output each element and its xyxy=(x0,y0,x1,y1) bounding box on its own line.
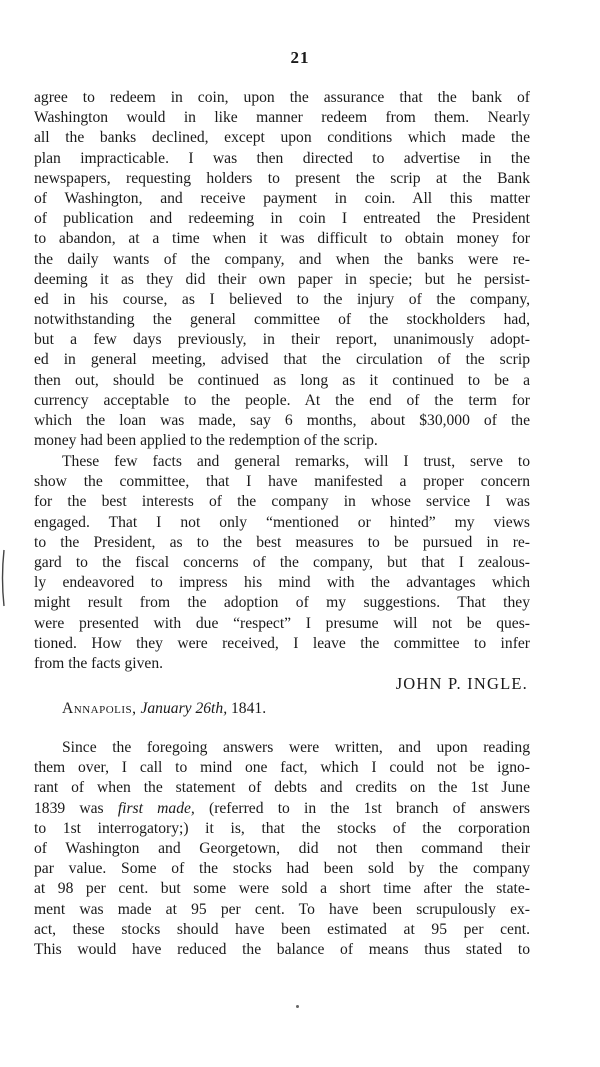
paragraph-line: might result from the adoption of my suggestions. That they xyxy=(34,594,530,612)
dateline xyxy=(62,700,266,718)
paragraph-line-with-emphasis xyxy=(34,799,530,819)
paragraph-line: agree to redeem in coin, upon the assurance that the bank of xyxy=(34,89,530,106)
paragraph-line: deeming it as they did their own paper in specie; but he persist- xyxy=(34,270,530,288)
paragraph-line: newspapers, requesting holders to present the scrip at the Bank xyxy=(34,169,530,187)
dateline-date: January 26th, xyxy=(140,700,228,717)
paragraph-line: ed in his course, as I believed to the injury of the company, xyxy=(34,290,530,308)
paragraph-line: the daily wants of the company, and when the banks were re- xyxy=(34,250,530,268)
page-number: 21 xyxy=(290,48,310,67)
paragraph-line: currency acceptable to the people. At the end of the term for xyxy=(34,391,530,409)
signature: JOHN P. INGLE. xyxy=(395,674,528,693)
paragraph-line: ment was made at 95 per cent. To have been scrupulously ex- xyxy=(34,900,530,918)
paragraph-line: tioned. How they were received, I leave the committee to infer xyxy=(34,634,530,652)
margin-bracket-mark xyxy=(0,548,6,608)
paragraph-line: ly endeavored to impress his mind with the advantages which xyxy=(34,574,530,592)
paragraph-line: par value. Some of the stocks had been sold by the company xyxy=(34,860,530,878)
paragraph-line: but a few days previously, in their report, unanimously adopt- xyxy=(34,331,530,349)
paragraph-line: all the banks declined, except upon conditions which made the xyxy=(34,129,530,147)
paragraph-2 xyxy=(34,452,530,674)
paragraph-line: act, these stocks should have been estimated at 95 per cent. xyxy=(34,920,530,938)
paragraph-line: of publication and redeeming in coin I entreated the President xyxy=(34,210,530,228)
paragraph-line: These few facts and general remarks, will I trust, serve to xyxy=(62,453,530,470)
paragraph-line: to abandon, at a time when it was difficult to obtain money for xyxy=(34,230,530,248)
paragraph-line: engaged. That I not only “mentioned or hinted” my views xyxy=(34,513,530,531)
paper-speck xyxy=(296,1005,299,1008)
line-part: (referred to in the 1st branch of answers xyxy=(209,799,530,817)
dateline-place: Annapolis, xyxy=(62,700,137,717)
paragraph-line: gard to the fiscal concerns of the company, but that I zealous- xyxy=(34,553,530,571)
paragraph-line: to the President, as to the best measures to be pursued in re- xyxy=(34,533,530,551)
paragraph-line: Since the foregoing answers were written, and upon reading xyxy=(62,739,530,756)
paragraph-line: them over, I call to mind one fact, which I could not be igno- xyxy=(34,759,530,777)
paragraph-line: This would have reduced the balance of means thus stated to xyxy=(34,940,530,958)
paragraph-line: Washington would in like manner redeem from them. Nearly xyxy=(34,109,530,127)
line-part: 1839 was xyxy=(34,799,104,817)
paragraph-line: ed in general meeting, advised that the circulation of the scrip xyxy=(34,351,530,369)
paragraph-line: then out, should be continued as long as it continued to be a xyxy=(34,371,530,389)
paragraph-line: plan impracticable. I was then directed to advertise in the xyxy=(34,149,530,167)
postscript-paragraph xyxy=(34,738,530,960)
paragraph-line: which the loan was made, say 6 months, about $30,000 of the xyxy=(34,412,530,429)
paragraph-line: money had been applied to the redemption of the scrip. xyxy=(34,432,378,450)
paragraph-line: of Washington, and receive payment in coin. All this matter xyxy=(34,189,530,207)
paragraph-line: show the committee, that I have manifested a proper concern xyxy=(34,473,530,491)
paragraph-1 xyxy=(34,88,530,451)
paragraph-line: for the best interests of the company in whose service I was xyxy=(34,493,530,511)
paragraph-line: from the facts given. xyxy=(34,654,164,672)
dateline-year: 1841. xyxy=(231,700,267,717)
paragraph-line: of Washington and Georgetown, did not then command their xyxy=(34,839,530,857)
paragraph-line: to 1st interrogatory;) it is, that the stocks of the corporation xyxy=(34,819,530,837)
emphasis-text: first made, xyxy=(117,799,195,817)
paragraph-line: at 98 per cent. but some were sold a short time after the state- xyxy=(34,880,530,898)
paragraph-line: rant of when the statement of debts and credits on the 1st June xyxy=(34,779,530,797)
paragraph-line: notwithstanding the general committee of the stockholders had, xyxy=(34,311,530,329)
paragraph-line: were presented with due “respect” I presume will not be ques- xyxy=(34,614,530,632)
